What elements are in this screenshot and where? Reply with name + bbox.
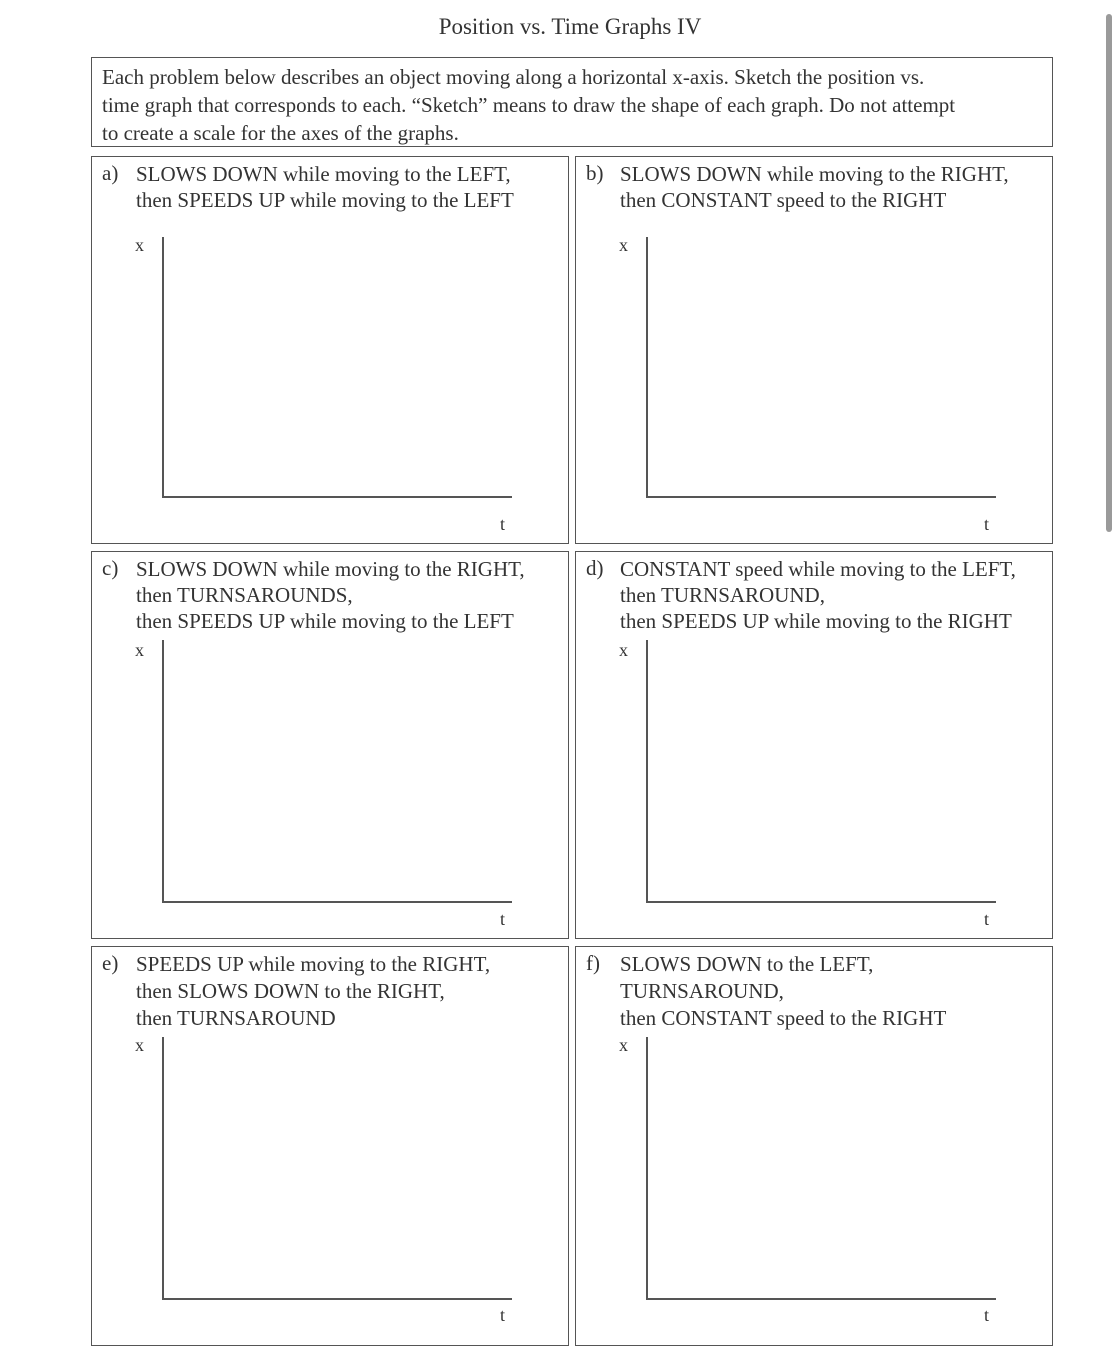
y-axis — [162, 237, 164, 497]
problem-letter: c) — [102, 556, 119, 580]
instructions-line: Each problem below describes an object moving along a horizontal x-axis. Sketch the position vs. — [102, 65, 925, 89]
x-axis — [162, 1298, 512, 1300]
y-axis — [162, 640, 164, 902]
y-axis-label: x — [619, 235, 628, 255]
description-line: SLOWS DOWN while moving to the RIGHT, — [620, 162, 1009, 186]
x-axis — [646, 901, 996, 903]
x-axis — [162, 901, 512, 903]
problem-letter: b) — [586, 161, 604, 185]
instructions-box — [91, 57, 1053, 147]
problem-panel-c — [91, 551, 569, 939]
page-title: Position vs. Time Graphs IV — [438, 14, 702, 39]
description-line: then TURNSAROUNDS, — [136, 583, 353, 607]
y-axis — [162, 1037, 164, 1299]
description-line: then TURNSAROUND, — [620, 583, 825, 607]
description-line: then SPEEDS UP while moving to the LEFT — [136, 188, 514, 212]
problem-description — [136, 951, 490, 1032]
y-axis-label: x — [619, 1035, 628, 1055]
problem-panel-e — [91, 946, 569, 1346]
problem-panel-b — [575, 156, 1053, 544]
y-axis-label: x — [135, 640, 144, 660]
y-axis — [646, 1037, 648, 1299]
instructions-line: time graph that corresponds to each. “Sketch” means to draw the shape of each graph. Do not attempt — [102, 93, 956, 117]
description-line: SLOWS DOWN to the LEFT, — [620, 952, 874, 976]
description-line: then SPEEDS UP while moving to the RIGHT — [620, 609, 1012, 633]
x-axis-label: t — [984, 514, 990, 534]
x-axis-label: t — [984, 1305, 990, 1325]
problem-letter: f) — [586, 951, 600, 975]
x-axis — [646, 496, 996, 498]
problem-description — [136, 161, 514, 213]
description-line: SPEEDS UP while moving to the RIGHT, — [136, 952, 491, 976]
description-line: SLOWS DOWN while moving to the RIGHT, — [136, 557, 525, 581]
x-axis-label: t — [984, 909, 990, 929]
problem-description — [620, 951, 946, 1032]
problem-letter: a) — [102, 161, 119, 185]
problem-description — [620, 161, 1009, 213]
problem-letter: e) — [102, 951, 119, 975]
description-line: TURNSAROUND, — [620, 979, 784, 1003]
description-line: then SLOWS DOWN to the RIGHT, — [136, 979, 445, 1003]
y-axis — [646, 640, 648, 902]
y-axis-label: x — [619, 640, 628, 660]
problem-panel-a — [91, 156, 569, 544]
description-line: then CONSTANT speed to the RIGHT — [620, 188, 947, 212]
problem-description — [136, 556, 525, 634]
x-axis-label: t — [500, 909, 506, 929]
problem-letter: d) — [586, 556, 604, 580]
description-line: then SPEEDS UP while moving to the LEFT — [136, 609, 514, 633]
description-line: CONSTANT speed while moving to the LEFT, — [620, 557, 1016, 581]
y-axis — [646, 237, 648, 497]
instructions-line: to create a scale for the axes of the graphs. — [102, 121, 459, 145]
y-axis-label: x — [135, 235, 144, 255]
page-scrollbar[interactable] — [1106, 14, 1112, 532]
x-axis — [162, 496, 512, 498]
problem-panel-d — [575, 551, 1053, 939]
x-axis-label: t — [500, 1305, 506, 1325]
description-line: SLOWS DOWN while moving to the LEFT, — [136, 162, 511, 186]
x-axis-label: t — [500, 514, 506, 534]
description-line: then TURNSAROUND — [136, 1006, 336, 1030]
problem-description — [620, 556, 1016, 634]
x-axis — [646, 1298, 996, 1300]
y-axis-label: x — [135, 1035, 144, 1055]
problem-panel-f — [575, 946, 1053, 1346]
description-line: then CONSTANT speed to the RIGHT — [620, 1006, 947, 1030]
